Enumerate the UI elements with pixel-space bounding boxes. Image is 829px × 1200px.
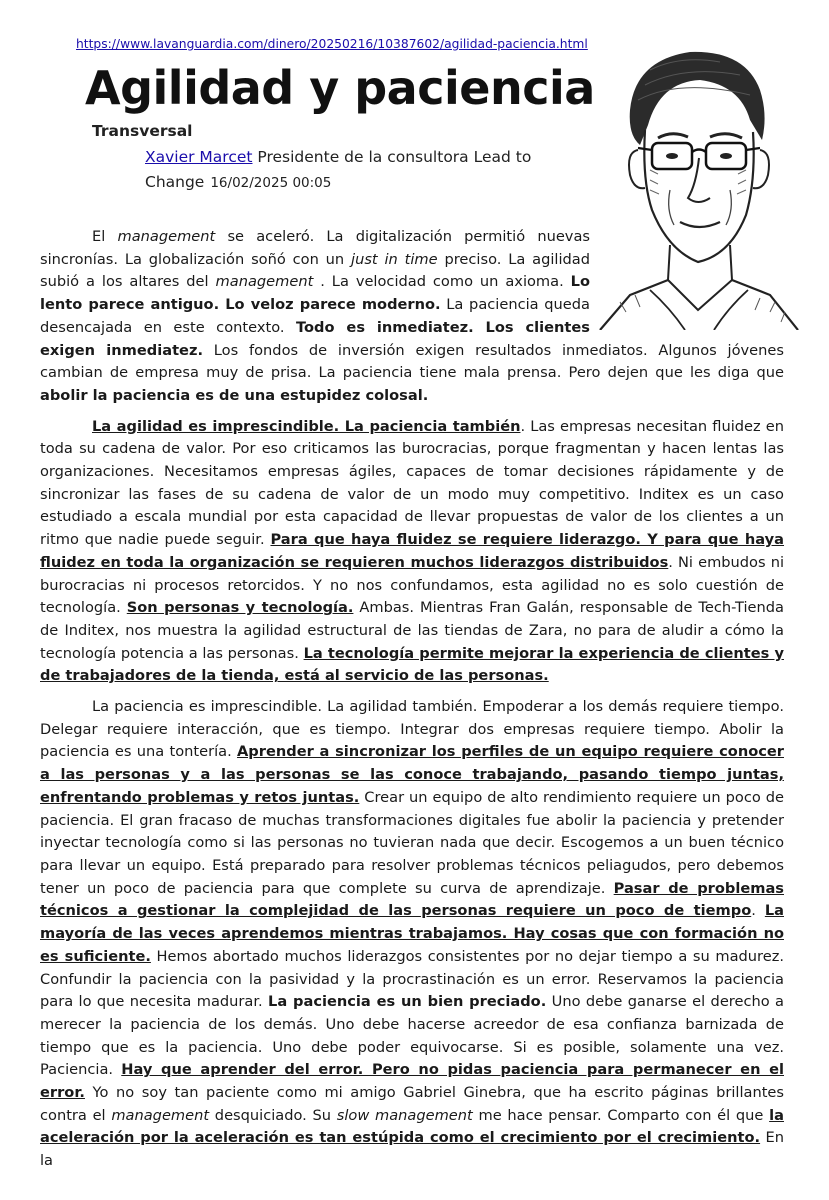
- text-run: La paciencia queda desencajada en este contexto.: [40, 296, 590, 336]
- text-run: se aceleró. La digitalización permitió nuevas sincronías. La globalización soñó con un: [40, 228, 590, 268]
- paragraph-3: [40, 696, 784, 1173]
- text-run: La mayoría de las veces aprendemos mientras trabajamos. Hay cosas que con formación no es suficiente.: [40, 902, 784, 965]
- publish-date: 16/02/2025 00:05: [210, 175, 332, 191]
- portrait-wrap-space: [590, 226, 784, 330]
- text-run: El: [92, 228, 118, 245]
- text-run: Lo lento parece antiguo. Lo veloz parece moderno.: [40, 273, 590, 314]
- text-run: Uno debe ganarse el derecho a merecer la paciencia de los demás. Uno debe hacerse acreedor de esa confianza barnizada de tiempo que es la paciencia. Uno debe poder equivocarse. Si es posible, solamente una vez. Paciencia.: [40, 993, 784, 1079]
- text-run: Los fondos de inversión exigen resultados inmediatos. Algunos jóvenes cambian de empresa muy de prisa. La paciencia tiene mala prensa. Pero dejen que les diga que: [40, 341, 784, 382]
- text-run: . La velocidad como un axioma.: [313, 273, 571, 291]
- author-link[interactable]: Xavier Marcet: [145, 148, 253, 166]
- text-run: Para que haya fluidez se requiere liderazgo. Y para que haya fluidez en toda la organización se requieren muchos liderazgos distribuidos: [40, 531, 785, 571]
- text-run: management: [215, 273, 314, 291]
- text-run: preciso. La agilidad subió a los altares del: [40, 250, 590, 291]
- text-run: La paciencia es imprescindible. La agilidad también. Empoderar a los demás requiere tiempo. Delegar requiere interacción, que es tiempo. Integrar dos empresas requiere tiempo. Abolir la paciencia es una tontería.: [40, 698, 784, 761]
- text-run: la aceleración por la aceleración es tan estúpida como el crecimiento por el crecimiento.: [40, 1106, 784, 1147]
- text-run: La agilidad es imprescindible. La paciencia también: [92, 417, 521, 435]
- source-url-link[interactable]: https://www.lavanguardia.com/dinero/20250216/10387602/agilidad-paciencia.html: [76, 37, 588, 51]
- text-run: just in time: [351, 250, 438, 268]
- text-run: .: [751, 902, 765, 920]
- text-run: La tecnología permite mejorar la experiencia de clientes y de trabajadores de la tienda, está al servicio de las personas.: [40, 644, 784, 685]
- text-run: Pasar de problemas técnicos a gestionar la complejidad de las personas requiere un poco de tiempo: [40, 879, 784, 920]
- text-run: Yo no soy tan paciente como mi amigo Gabriel Ginebra, que ha escrito páginas brillantes contra el: [40, 1084, 784, 1124]
- text-run: . Las empresas necesitan fluidez en toda su cadena de valor. Por eso criticamos las burocracias, porque fragmentan y hacen lentas las organizaciones. Necesitamos empresas ágiles, capaces de tomar decisiones rápidamente y de sincronizar las fases de su cadena de valor de un modo muy competitivo. Inditex es un caso estudiado a escala mundial por esta capacidad de llevar propuestas de valor de los clientes a un ritmo que nadie puede seguir.: [40, 417, 784, 549]
- text-run: me hace pensar. Comparto con él que: [472, 1106, 770, 1124]
- text-run: . Ni embudos ni burocracias ni procesos retorcidos. Y no nos confundamos, esta agilidad no es solo cuestión de tecnología.: [40, 553, 784, 617]
- text-run: abolir la paciencia es de una estupidez colosal.: [40, 386, 429, 404]
- text-run: Crear un equipo de alto rendimiento requiere un poco de paciencia. El gran fracaso de muchas transformaciones digitales fue abolir la paciencia y pretender inyectar tecnología como si las personas no tuvieran nada que decir. Escogemos a un buen técnico para llevar un equipo. Está preparado para resolver problemas técnicos peliagudos, pero debemos tener un poco de paciencia para que complete su curva de aprendizaje.: [40, 788, 784, 897]
- text-run: En la: [40, 1129, 784, 1170]
- byline: [145, 145, 575, 196]
- text-run: Hemos abortado muchos liderazgos consistentes por no dejar tiempo a su madurez. Confundir la paciencia con la pasividad y la procrastinación es un error. Reservamos la paciencia para lo que necesita madurar.: [40, 947, 785, 1011]
- text-run: Son personas y tecnología.: [126, 599, 354, 617]
- section-label: Transversal: [92, 122, 193, 140]
- author-role: Presidente de la consultora Lead to Change: [145, 148, 532, 191]
- text-run: Todo es inmediatez. Los clientes exigen inmediatez.: [40, 318, 590, 359]
- text-run: management: [117, 228, 216, 245]
- paragraph-2: [40, 416, 784, 688]
- text-run: slow management: [336, 1106, 473, 1124]
- text-run: Ambas. Mientras Fran Galán, responsable de Tech-Tienda de Inditex, nos muestra la agilidad estructural de las tiendas de Zara, no para de aludir a cómo la tecnología potencia a las personas.: [40, 599, 784, 662]
- text-run: desquiciado. Su: [209, 1106, 337, 1124]
- text-run: Hay que aprender del error. Pero no pidas paciencia para permanecer en el error.: [40, 1061, 784, 1102]
- article-body: [40, 226, 784, 1181]
- text-run: La paciencia es un bien preciado.: [268, 993, 547, 1011]
- article-title: Agilidad y paciencia: [85, 61, 595, 115]
- text-run: management: [111, 1106, 210, 1124]
- text-run: Aprender a sincronizar los perfiles de un equipo requiere conocer a las personas y a las personas se las conoce trabajando, pasando tiempo juntas, enfrentando problemas y retos juntas.: [40, 743, 784, 806]
